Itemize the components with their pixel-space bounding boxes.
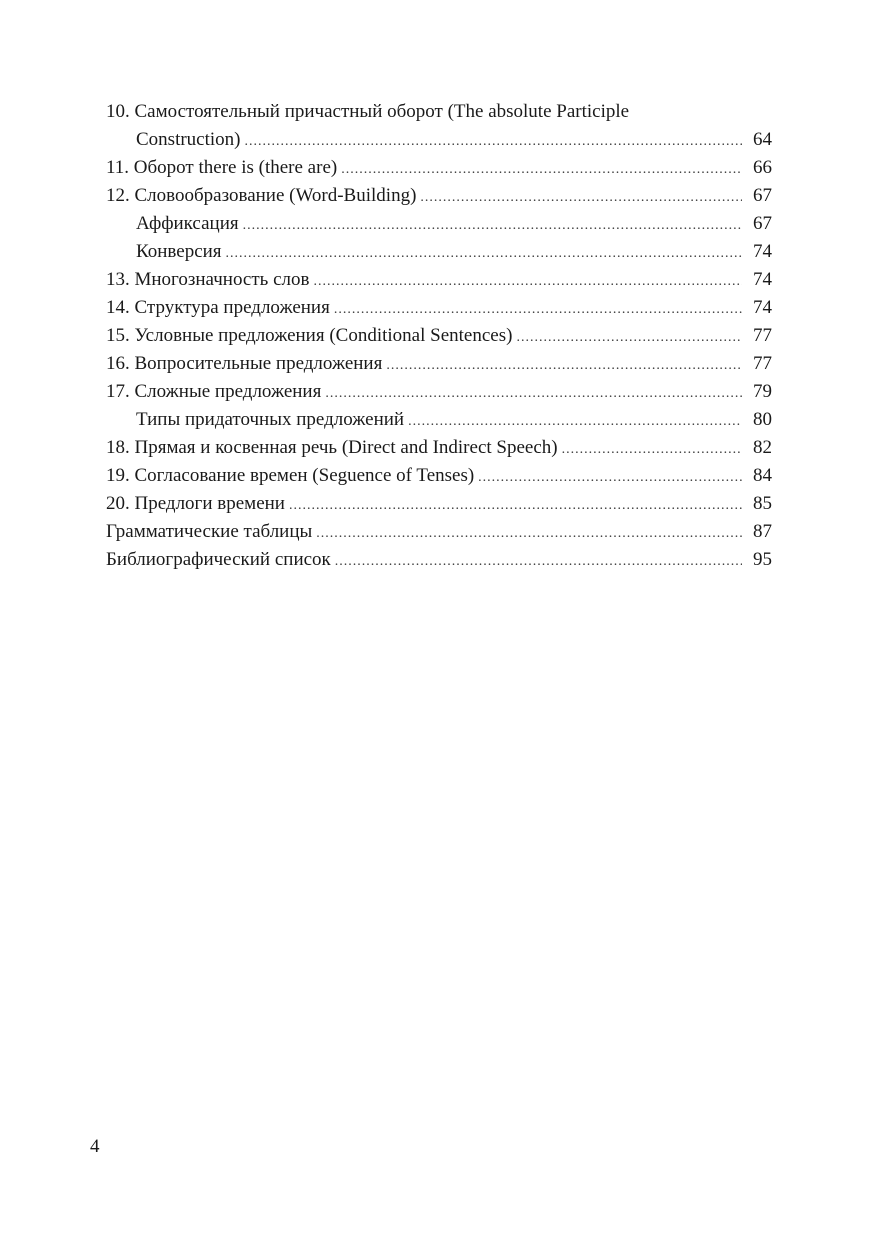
dot-leader — [325, 380, 742, 408]
dot-leader — [289, 492, 742, 520]
toc-entry-10-continuation — [106, 126, 772, 154]
toc-entry-title: 11. Оборот there is (there are) — [106, 157, 338, 178]
toc-entry-grammar-tables — [106, 518, 772, 546]
toc-entry-18 — [106, 434, 772, 462]
dot-leader — [226, 240, 742, 268]
toc-entry-title: 16. Вопросительные предложения — [106, 353, 383, 374]
dot-leader — [245, 128, 743, 156]
toc-entry-title: 14. Структура предложения — [106, 297, 330, 318]
toc-entry-page: 79 — [753, 381, 772, 402]
toc-entry-title: Аффиксация — [136, 213, 239, 234]
toc-entry-13 — [106, 266, 772, 294]
toc-entry-16 — [106, 350, 772, 378]
toc-entry-20 — [106, 490, 772, 518]
toc-entry-page: 74 — [753, 297, 772, 318]
dot-leader — [243, 212, 742, 240]
toc-entry-page: 77 — [753, 353, 772, 374]
toc-entry-page: 84 — [753, 465, 772, 486]
toc-entry-title: Библиографический список — [106, 549, 331, 570]
toc-entry-12 — [106, 182, 772, 210]
dot-leader — [478, 464, 742, 492]
dot-leader — [516, 324, 742, 352]
table-of-contents — [106, 98, 772, 574]
toc-entry-title: 13. Многозначность слов — [106, 269, 310, 290]
toc-entry-title: 10. Самостоятельный причастный оборот (The absolute Participle — [106, 101, 630, 122]
dot-leader — [316, 520, 742, 548]
toc-entry-12-affixation — [106, 210, 772, 238]
toc-entry-10 — [106, 98, 772, 126]
dot-leader — [420, 184, 742, 212]
toc-entry-15 — [106, 322, 772, 350]
toc-entry-title: Конверсия — [136, 241, 222, 262]
toc-entry-17 — [106, 378, 772, 406]
toc-entry-page: 74 — [753, 241, 772, 262]
toc-entry-page: 95 — [753, 549, 772, 570]
toc-entry-title: 17. Сложные предложения — [106, 381, 322, 402]
toc-entry-page: 66 — [753, 157, 772, 178]
toc-entry-title: Construction) — [136, 129, 241, 150]
toc-entry-title: 20. Предлоги времени — [106, 493, 285, 514]
toc-entry-19 — [106, 462, 772, 490]
toc-entry-page: 64 — [753, 129, 772, 150]
toc-entry-17-subordinate-types — [106, 406, 772, 434]
dot-leader — [408, 408, 742, 436]
dot-leader — [341, 156, 742, 184]
toc-entry-page: 74 — [753, 269, 772, 290]
dot-leader — [386, 352, 742, 380]
dot-leader — [562, 436, 742, 464]
toc-entry-title: 19. Согласование времен (Seguence of Tenses) — [106, 465, 475, 486]
toc-entry-title: Грамматические таблицы — [106, 521, 313, 542]
dot-leader — [335, 548, 742, 576]
toc-entry-page: 77 — [753, 325, 772, 346]
toc-entry-bibliography — [106, 546, 772, 574]
toc-entry-page: 82 — [753, 437, 772, 458]
toc-entry-14 — [106, 294, 772, 322]
dot-leader — [313, 268, 742, 296]
toc-entry-title: 15. Условные предложения (Conditional Sentences) — [106, 325, 513, 346]
page-number: 4 — [90, 1136, 100, 1157]
toc-entry-page: 85 — [753, 493, 772, 514]
toc-entry-title: 12. Словообразование (Word-Building) — [106, 185, 417, 206]
toc-entry-page: 80 — [753, 409, 772, 430]
toc-entry-page: 67 — [753, 213, 772, 234]
toc-entry-11 — [106, 154, 772, 182]
toc-entry-12-conversion — [106, 238, 772, 266]
toc-entry-title: 18. Прямая и косвенная речь (Direct and Indirect Speech) — [106, 437, 558, 458]
dot-leader — [334, 296, 742, 324]
toc-entry-title: Типы придаточных предложений — [136, 409, 405, 430]
toc-entry-page: 87 — [753, 521, 772, 542]
toc-entry-page: 67 — [753, 185, 772, 206]
